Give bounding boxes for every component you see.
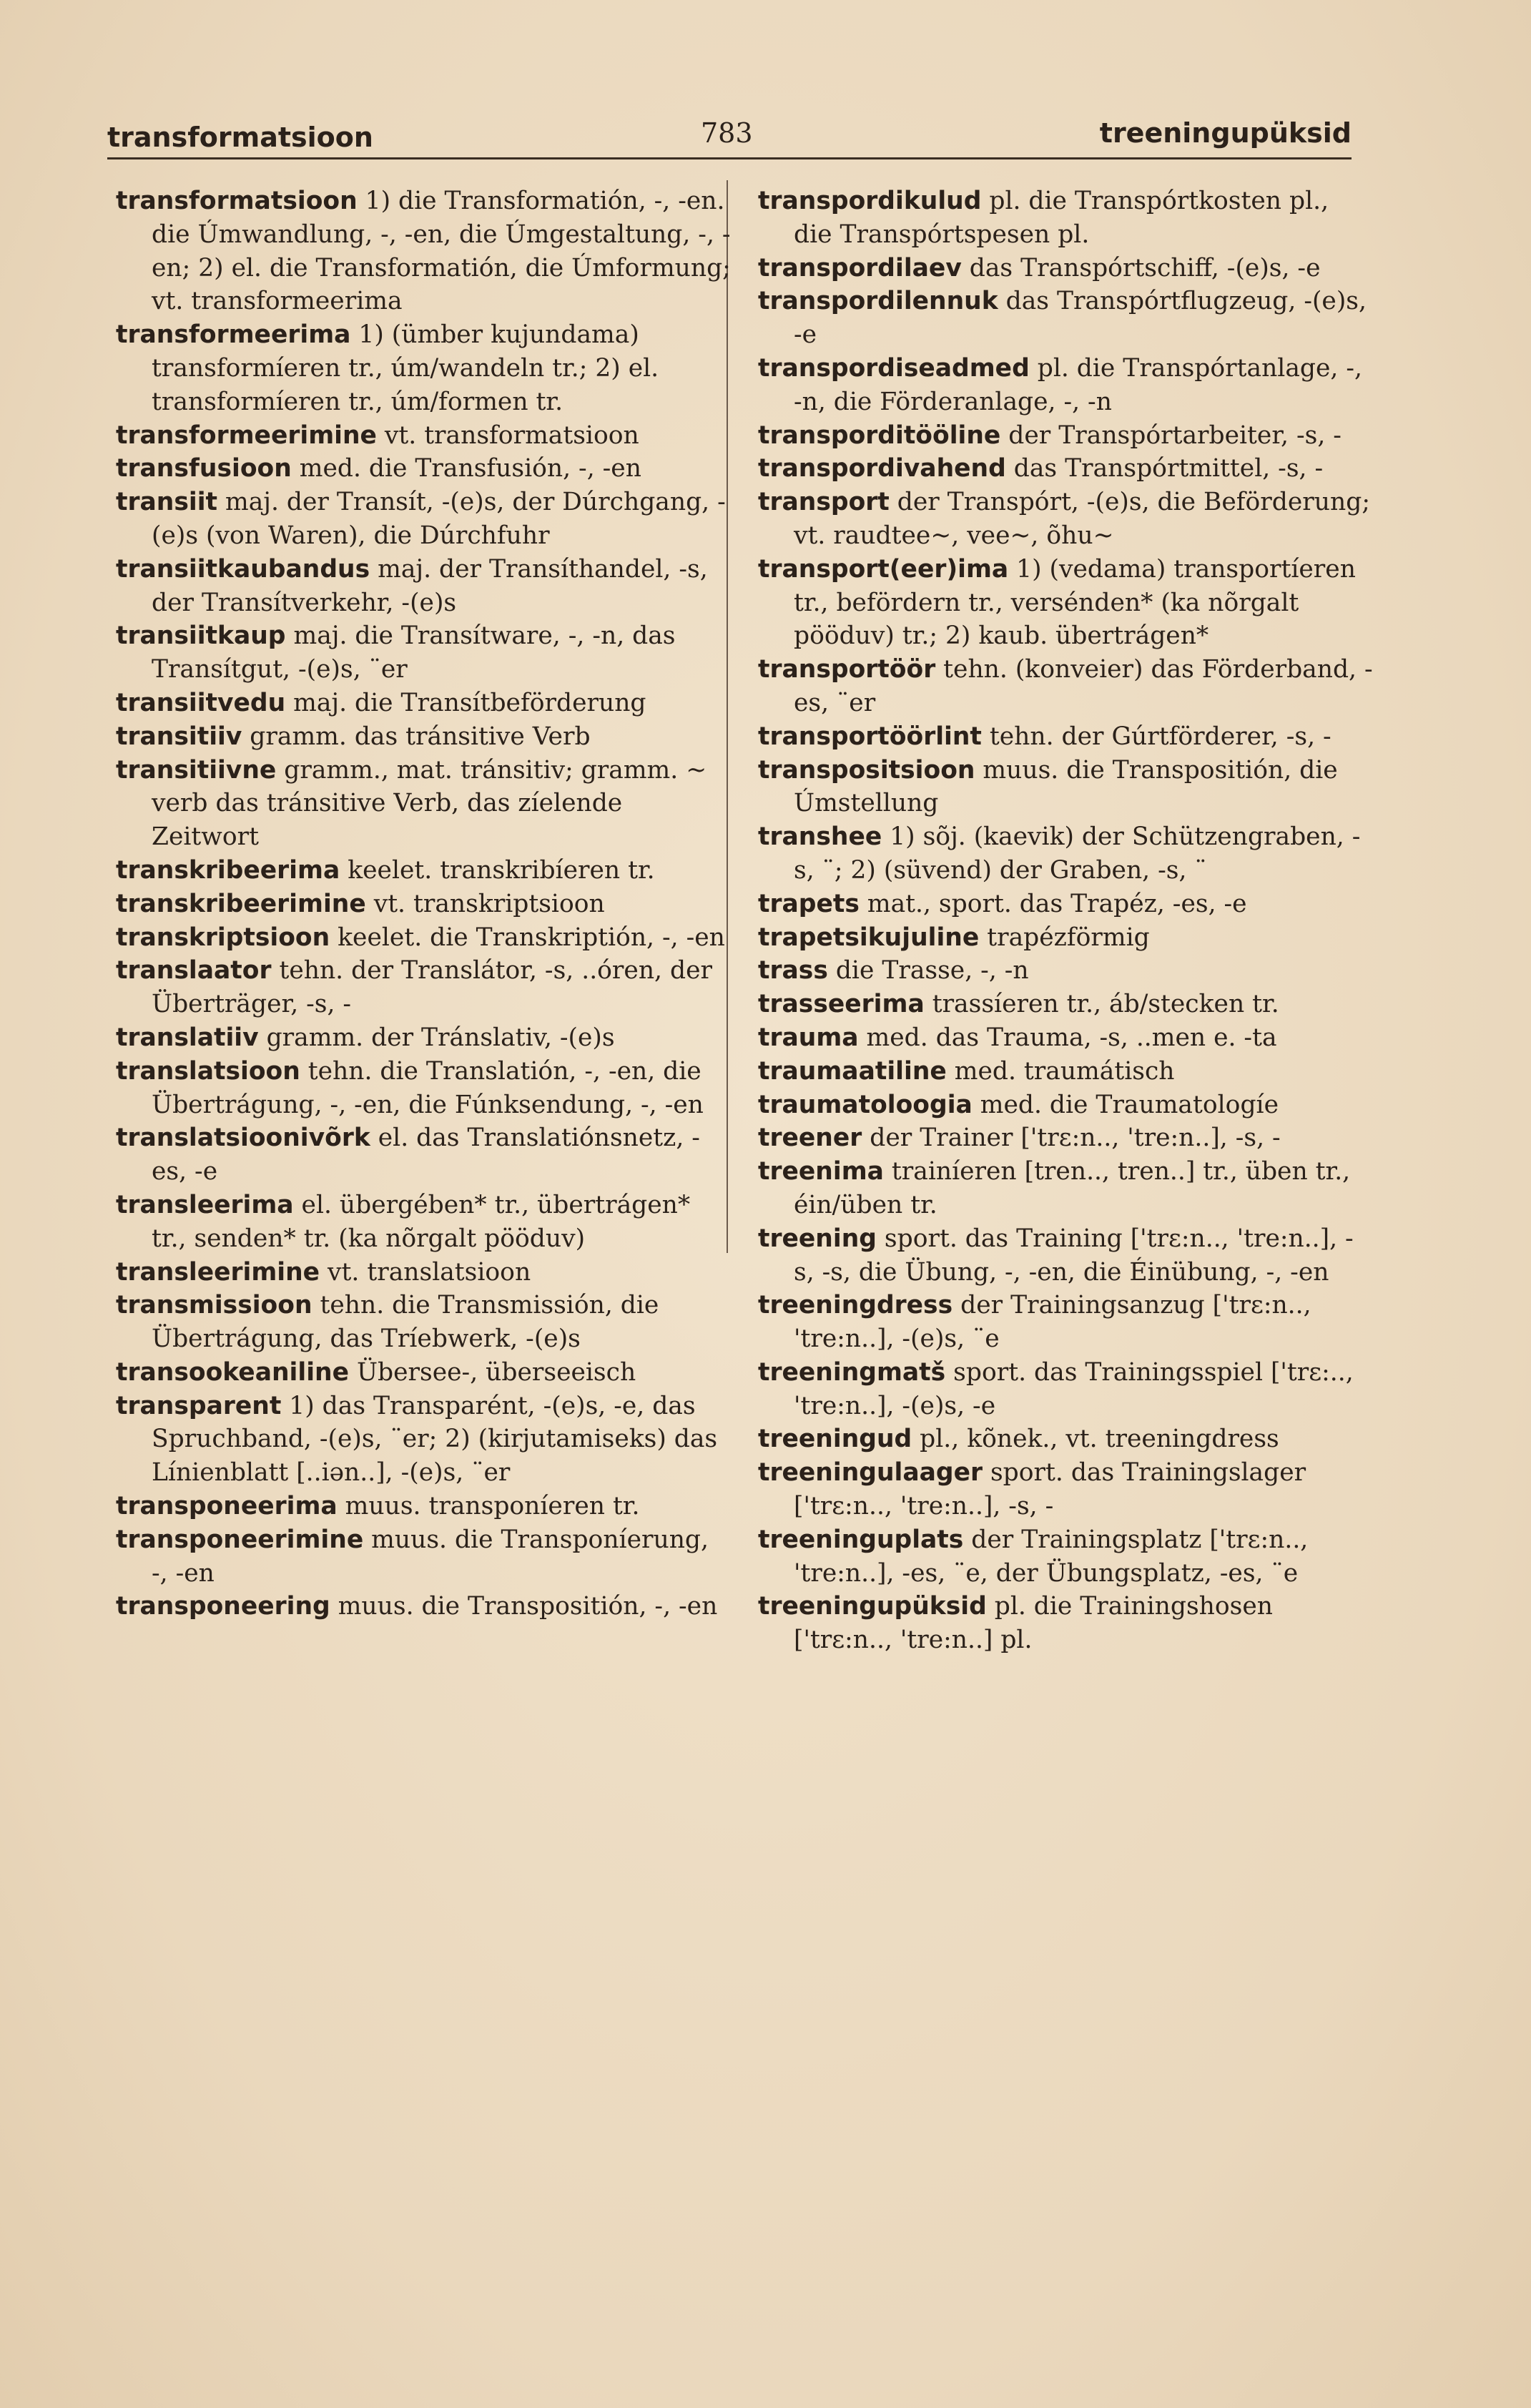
dictionary-entry [758,185,1373,252]
entry-definition: der Trainingsanzug ['trɛ:n.., 'tre:n..], -(e)s, ¨e [794,1291,1311,1354]
dictionary-entry [758,888,1373,921]
dictionary-entry [116,318,731,418]
entry-headword: trapetsikujuline [758,923,980,952]
entry-headword: transpordilennuk [758,287,998,316]
dictionary-entry [116,619,731,687]
dictionary-entry [116,1021,731,1055]
dictionary-entry [758,1289,1373,1356]
dictionary-entry [116,1356,731,1390]
entry-headword: treener [758,1124,862,1153]
entry-definition: el. übergében* tr., übertrágen* tr., senden* tr. (ka nõrgalt pööduv) [152,1190,691,1253]
entry-headword: trass [758,956,828,986]
entry-headword: transportöör [758,655,936,684]
entry-headword: transformeerima [116,320,351,350]
dictionary-entry [758,653,1373,720]
entry-headword: treenima [758,1157,884,1186]
entry-definition: 1) das Transparént, -(e)s, -e, das Spruchband, -(e)s, ¨er; 2) (kirjutamiseks) das Línienblatt [..iən..], -(e)s, ¨er [152,1391,718,1488]
entry-definition: gramm. das tránsitive Verb [242,722,591,751]
entry-definition: 1) (ümber kujundama) transformíeren tr., úm/wandeln tr.; 2) el. transformíeren tr., úm/formen tr. [152,320,659,416]
dictionary-entry [758,1021,1373,1055]
dictionary-entry [758,954,1373,988]
entry-definition: tehn. die Translatión, -, -en, die Übertrágung, -, -en, die Fúnksendung, -, -en [152,1056,704,1119]
dictionary-entry [116,921,731,955]
entry-headword: transformatsioon [116,187,358,215]
entry-definition: pl., kõnek., vt. treeningdress [912,1425,1279,1454]
entry-definition: der Transpórt, -(e)s, die Beförderung; vt. raudtee~, vee~, õhu~ [794,488,1370,550]
entry-headword: treeningupüksid [758,1592,987,1621]
dictionary-entry [758,988,1373,1021]
dictionary-entry [758,820,1373,888]
entry-headword: transponeerimine [116,1525,364,1554]
entry-definition: pl. die Transpórtkosten pl., die Transpórtspesen pl. [794,187,1329,249]
entry-headword: trauma [758,1023,859,1052]
dictionary-entry [116,1590,731,1623]
dictionary-entry [758,754,1373,821]
dictionary-entry [758,1422,1373,1456]
entry-headword: translaator [116,956,272,986]
entry-definition: sport. das Training ['trɛ:n.., 'tre:n..], -s, -s, die Übung, -, -en, die Éinübung, -, -en [794,1224,1354,1287]
entry-headword: transhee [758,822,882,852]
dictionary-entry [116,1055,731,1122]
entry-definition: keelet. transkribíeren tr. [340,855,655,885]
entry-headword: transpositsioon [758,755,975,785]
entry-headword: transleerimine [116,1257,320,1287]
entry-definition: trainíeren [tren.., tren..] tr., üben tr., éin/üben tr. [794,1157,1351,1219]
dictionary-entry [758,1055,1373,1088]
entry-headword: transport(eer)ima [758,554,1009,584]
entry-headword: transporditööline [758,421,1001,450]
dictionary-entry [116,720,731,754]
entry-definition: el. das Translatiónsnetz, -es, -e [152,1124,700,1186]
entry-definition: muus. die Transpositión, die Úmstellung [794,755,1338,818]
entry-definition: 1) (vedama) transportíeren tr., befördern tr., versénden* (ka nõrgalt pööduv) tr.; 2) kaub. übertrágen* [794,554,1356,651]
dictionary-entry [758,720,1373,754]
dictionary-entry [116,954,731,1021]
entry-headword: transpordilaev [758,253,962,282]
entry-headword: transiitkaup [116,621,286,651]
entry-definition: tehn. der Gúrtförderer, -s, - [981,722,1331,751]
dictionary-entry [116,888,731,921]
entry-headword: transookeaniline [116,1357,349,1387]
entry-definition: 1) die Transformatión, -, -en. die Úmwandlung, -, -en, die Úmgestaltung, -, -en; 2) el. die Transformatión, die Úmformung; vt. transformeerima [152,187,731,316]
entry-headword: transponeering [116,1592,330,1621]
entry-definition: das Transpórtschiff, -(e)s, -e [961,253,1321,282]
header-last-entry: treeningupüksid [1099,117,1352,149]
entry-definition: muus. die Transpositión, -, -en [330,1592,718,1621]
dictionary-entry [116,452,731,486]
entry-definition: pl. die Trainingshosen ['trɛ:n.., 'tre:n..] pl. [794,1592,1273,1655]
dictionary-entry [116,854,731,888]
entry-definition: gramm. der Tránslativ, -(e)s [258,1023,615,1052]
entry-definition: maj. die Transítbeförderung [285,688,646,717]
entry-definition: der Trainingsplatz ['trɛ:n.., 'tre:n..], -es, ¨e, der Übungsplatz, -es, ¨e [794,1525,1309,1588]
entry-headword: transkriptsioon [116,923,330,952]
entry-definition: maj. die Transítware, -, -n, das Transítgut, -(e)s, ¨er [152,621,676,684]
entry-definition: 1) sõj. (kaevik) der Schützengraben, -s, ¨; 2) (süvend) der Graben, -s, ¨ [794,822,1361,885]
entry-headword: treeningud [758,1425,912,1454]
entry-headword: trapets [758,889,860,918]
dictionary-entry [758,1222,1373,1289]
dictionary-entry [116,553,731,620]
dictionary-entry [758,419,1373,453]
entry-definition: sport. das Trainingslager ['trɛ:n.., 'tre:n..], -s, - [794,1458,1306,1521]
entry-headword: treeningmatš [758,1357,946,1387]
entry-headword: treening [758,1224,877,1253]
dictionary-entry [758,553,1373,653]
dictionary-entry [116,1390,731,1490]
dictionary-entry [758,252,1373,285]
dictionary-entry [758,1456,1373,1523]
entry-headword: transitiivne [116,755,277,785]
entry-definition: med. die Traumatologíe [972,1090,1279,1119]
dictionary-entry [116,486,731,553]
dictionary-entry [758,1590,1373,1657]
entry-definition: vt. translatsioon [320,1257,531,1287]
entry-headword: transponeerima [116,1492,338,1521]
entry-definition: med. das Trauma, -s, ..men e. -ta [858,1023,1277,1052]
dictionary-entry [758,1088,1373,1122]
entry-definition: maj. der Transíthandel, -s, der Transítverkehr, -(e)s [152,554,708,617]
entry-headword: transiitkaubandus [116,554,370,584]
entry-headword: treeninguplats [758,1525,964,1554]
dictionary-entry [758,285,1373,352]
entry-headword: transmissioon [116,1291,312,1320]
entry-definition: med. traumátisch [946,1056,1175,1086]
dictionary-entry [758,1356,1373,1423]
entry-headword: transformeerimine [116,421,377,450]
entry-headword: traumaatiline [758,1056,947,1086]
entry-headword: translatsioonivõrk [116,1124,370,1153]
dictionary-entry [758,1121,1373,1155]
entry-headword: transport [758,488,890,517]
entry-definition: tehn. (konveier) das Förderband, -es, ¨er [794,655,1373,717]
entry-headword: transfusioon [116,454,292,483]
entry-definition: keelet. die Transkriptión, -, -en [330,923,725,952]
dictionary-entry [116,419,731,453]
dictionary-entry [116,687,731,720]
right-column [758,185,1373,1657]
entry-definition: trassíeren tr., áb/stecken tr. [924,990,1279,1019]
dictionary-entry [116,754,731,854]
entry-definition: trapézförmig [979,923,1150,952]
entry-definition: muus. transponíeren tr. [337,1492,640,1521]
dictionary-entry [758,921,1373,955]
entry-definition: vt. transformatsioon [376,421,639,450]
entry-definition: maj. der Transít, -(e)s, der Dúrchgang, -(e)s (von Waren), die Dúrchfuhr [152,488,726,550]
entry-headword: transpordikulud [758,187,982,215]
entry-headword: transitiiv [116,722,242,751]
dictionary-entry [116,1189,731,1256]
dictionary-entry [758,352,1373,419]
dictionary-entry [116,1256,731,1289]
entry-definition: tehn. der Translátor, -s, ..óren, der Überträger, -s, - [152,956,712,1019]
entry-definition: der Transpórtarbeiter, -s, - [1000,421,1342,450]
entry-headword: transportöörlint [758,722,982,751]
dictionary-entry [758,1523,1373,1591]
entry-definition: pl. die Transpórtanlage, -, -n, die Förderanlage, -, -n [794,353,1362,416]
entry-headword: transleerima [116,1190,294,1219]
header-first-entry: transformatsioon [107,122,373,153]
entry-headword: transkribeerimine [116,889,366,918]
entry-definition: muus. die Transponíerung, -, -en [152,1525,709,1588]
entry-definition: vt. transkriptsioon [365,889,605,918]
entry-definition: mat., sport. das Trapéz, -es, -e [859,889,1247,918]
dictionary-entry [116,1523,731,1591]
entry-definition: das Transpórtflugzeug, -(e)s, -e [794,287,1367,350]
entry-definition: med. die Transfusión, -, -en [291,454,641,483]
entry-headword: transiit [116,488,218,517]
dictionary-entry [116,1289,731,1356]
page-number: 783 [701,117,753,149]
entry-headword: transpordiseadmed [758,353,1030,383]
left-column [116,185,731,1623]
dictionary-entry [758,452,1373,486]
entry-headword: translatsioon [116,1056,300,1086]
dictionary-entry [116,1490,731,1523]
dictionary-entry [116,185,731,318]
entry-definition: tehn. die Transmissión, die Übertrágung, das Tríebwerk, -(e)s [152,1291,659,1354]
entry-headword: transiitvedu [116,688,286,717]
page-header [107,107,1352,159]
entry-headword: transpordivahend [758,454,1006,483]
entry-headword: transkribeerima [116,855,340,885]
entry-definition: sport. das Trainingsspiel ['trɛ:.., 'tre:n..], -(e)s, -e [794,1357,1354,1420]
entry-headword: traumatoloogia [758,1090,973,1119]
dictionary-entry [758,1155,1373,1222]
dictionary-entry [758,486,1373,553]
entry-headword: treeningulaager [758,1458,983,1488]
entry-definition: das Transpórtmittel, -s, - [1005,454,1324,483]
entry-definition: gramm., mat. tránsitiv; gramm. ~ verb das tránsitive Verb, das zíelende Zeitwort [152,755,707,852]
entry-definition: Übersee-, überseeisch [348,1357,636,1387]
entry-headword: transparent [116,1391,282,1420]
entry-headword: trasseerima [758,990,925,1019]
entry-headword: translatiiv [116,1023,259,1052]
entry-headword: treeningdress [758,1291,953,1320]
entry-definition: die Trasse, -, -n [827,956,1029,986]
entry-definition: der Trainer ['trɛ:n.., 'tre:n..], -s, - [862,1124,1281,1153]
dictionary-entry [116,1121,731,1189]
